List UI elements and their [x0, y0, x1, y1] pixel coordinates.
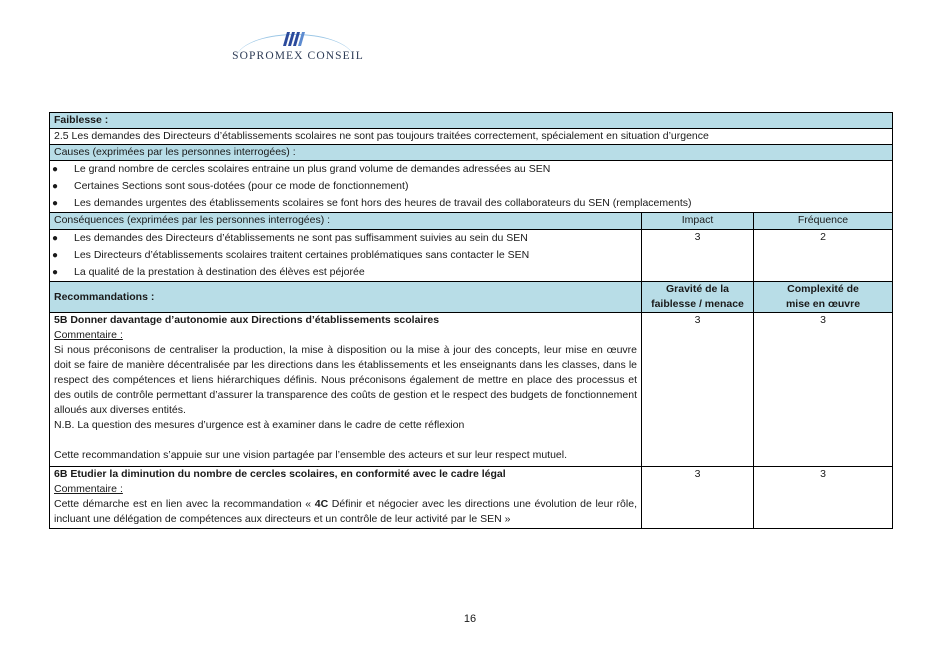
- bullet-icon: ●: [52, 233, 59, 244]
- recommendation-row: [50, 467, 893, 529]
- complexity-value: 3: [754, 313, 893, 467]
- causes-list: [54, 161, 888, 212]
- recommendation-reference: 4C: [314, 498, 329, 510]
- bullet-icon: ●: [52, 267, 59, 278]
- cause-item: [54, 195, 888, 212]
- cause-text: Certaines Sections sont sous-dotées (pour ce mode de fonctionnement): [74, 180, 409, 192]
- cause-item: [54, 161, 888, 178]
- consequence-text: Les Directeurs d’établissements scolaires traitent certaines problématiques sans contacter le SEN: [74, 249, 530, 261]
- logo-stripes-icon: [283, 32, 305, 46]
- bullet-icon: ●: [52, 250, 59, 261]
- recommendation-closing: Cette recommandation s’appuie sur une vision partagée par l’ensemble des acteurs et sur leur respect mutuel.: [54, 449, 568, 461]
- consequence-text: Les demandes des Directeurs d’établissements ne sont pas suffisamment suivies au sein du SEN: [74, 232, 528, 244]
- recommendation-cell: [50, 313, 642, 467]
- company-logo: [228, 30, 368, 66]
- bullet-icon: ●: [52, 164, 59, 175]
- logo-text: SOPROMEX CONSEIL: [232, 50, 364, 62]
- consequences-label: Conséquences (exprimées par les personnes interrogées) :: [50, 213, 642, 230]
- complexity-header-line: mise en œuvre: [785, 298, 861, 310]
- causes-label: Causes (exprimées par les personnes interrogées) :: [50, 145, 893, 161]
- bullet-icon: ●: [52, 198, 59, 209]
- gravity-value: 3: [642, 313, 754, 467]
- gravity-header-line: Gravité de la: [665, 283, 730, 295]
- recommendation-note: N.B. La question des mesures d’urgence est à examiner dans le cadre de cette réflexion: [54, 419, 465, 431]
- consequence-item: [54, 247, 637, 264]
- impact-header: Impact: [642, 213, 754, 230]
- gravity-value: 3: [642, 467, 754, 529]
- impact-value: 3: [642, 230, 754, 282]
- weakness-statement: 2.5 Les demandes des Directeurs d’établissements scolaires ne sont pas toujours traitées correctement, spécialement en situation d’urgence: [54, 130, 709, 142]
- paragraph-suffix: Définir et négocier avec les directions une évolution de leur rôle, incluant une délégation de compétences aux directeurs et un contrôle de leur activité par le SEN »: [54, 498, 637, 525]
- recommendations-label: Recommandations :: [50, 282, 642, 313]
- consequences-list: [54, 230, 637, 281]
- comment-label: Commentaire :: [54, 483, 123, 495]
- frequency-value: 2: [754, 230, 893, 282]
- paragraph-prefix: Cette démarche est en lien avec la recommandation «: [54, 498, 315, 510]
- complexity-header-line: Complexité de: [787, 283, 859, 295]
- consequence-text: La qualité de la prestation à destination des élèves est péjorée: [74, 266, 365, 278]
- weakness-text: [50, 129, 893, 145]
- gravity-header: [642, 282, 754, 313]
- page-number: 16: [463, 613, 477, 625]
- recommendation-title: 6B Etudier la diminution du nombre de cercles scolaires, en conformité avec le cadre légal: [54, 468, 506, 480]
- recommendation-paragraph: Si nous préconisons de centraliser la production, la mise à disposition ou la mise à jour des concepts, leur mise en œuvre doit se faire de manière décentralisée par les directions dans les établissements et les enseignants dans les classes, dans le respect des compétences et liens hiérarchiques définis. Nous préconisons également de mettre en place des processus et des outils de contrôle permettant d’assurer la transparence des coûts de gestion et le respect des budgets de fonctionnement alloués aux diverses entités.: [54, 344, 637, 416]
- frequency-header: Fréquence: [754, 213, 893, 230]
- consequence-item: [54, 230, 637, 247]
- cause-item: [54, 178, 888, 195]
- cause-text: Les demandes urgentes des établissements scolaires se font hors des heures de travail des collaborateurs du SEN (remplacements): [74, 197, 692, 209]
- recommendation-cell: [50, 467, 642, 529]
- comment-label: Commentaire :: [54, 329, 123, 341]
- complexity-value: 3: [754, 467, 893, 529]
- consequence-item: [54, 264, 637, 281]
- weakness-label: Faiblesse :: [50, 113, 893, 129]
- weakness-table: [49, 112, 893, 529]
- recommendation-paragraph: [54, 497, 637, 527]
- causes-cell: [50, 161, 893, 213]
- consequences-cell: [50, 230, 642, 282]
- complexity-header: [754, 282, 893, 313]
- gravity-header-line: faiblesse / menace: [651, 298, 744, 310]
- recommendation-row: [50, 313, 893, 467]
- bullet-icon: ●: [52, 181, 59, 192]
- cause-text: Le grand nombre de cercles scolaires entraine un plus grand volume de demandes adressées au SEN: [74, 163, 551, 175]
- recommendation-title: 5B Donner davantage d’autonomie aux Directions d’établissements scolaires: [54, 314, 440, 326]
